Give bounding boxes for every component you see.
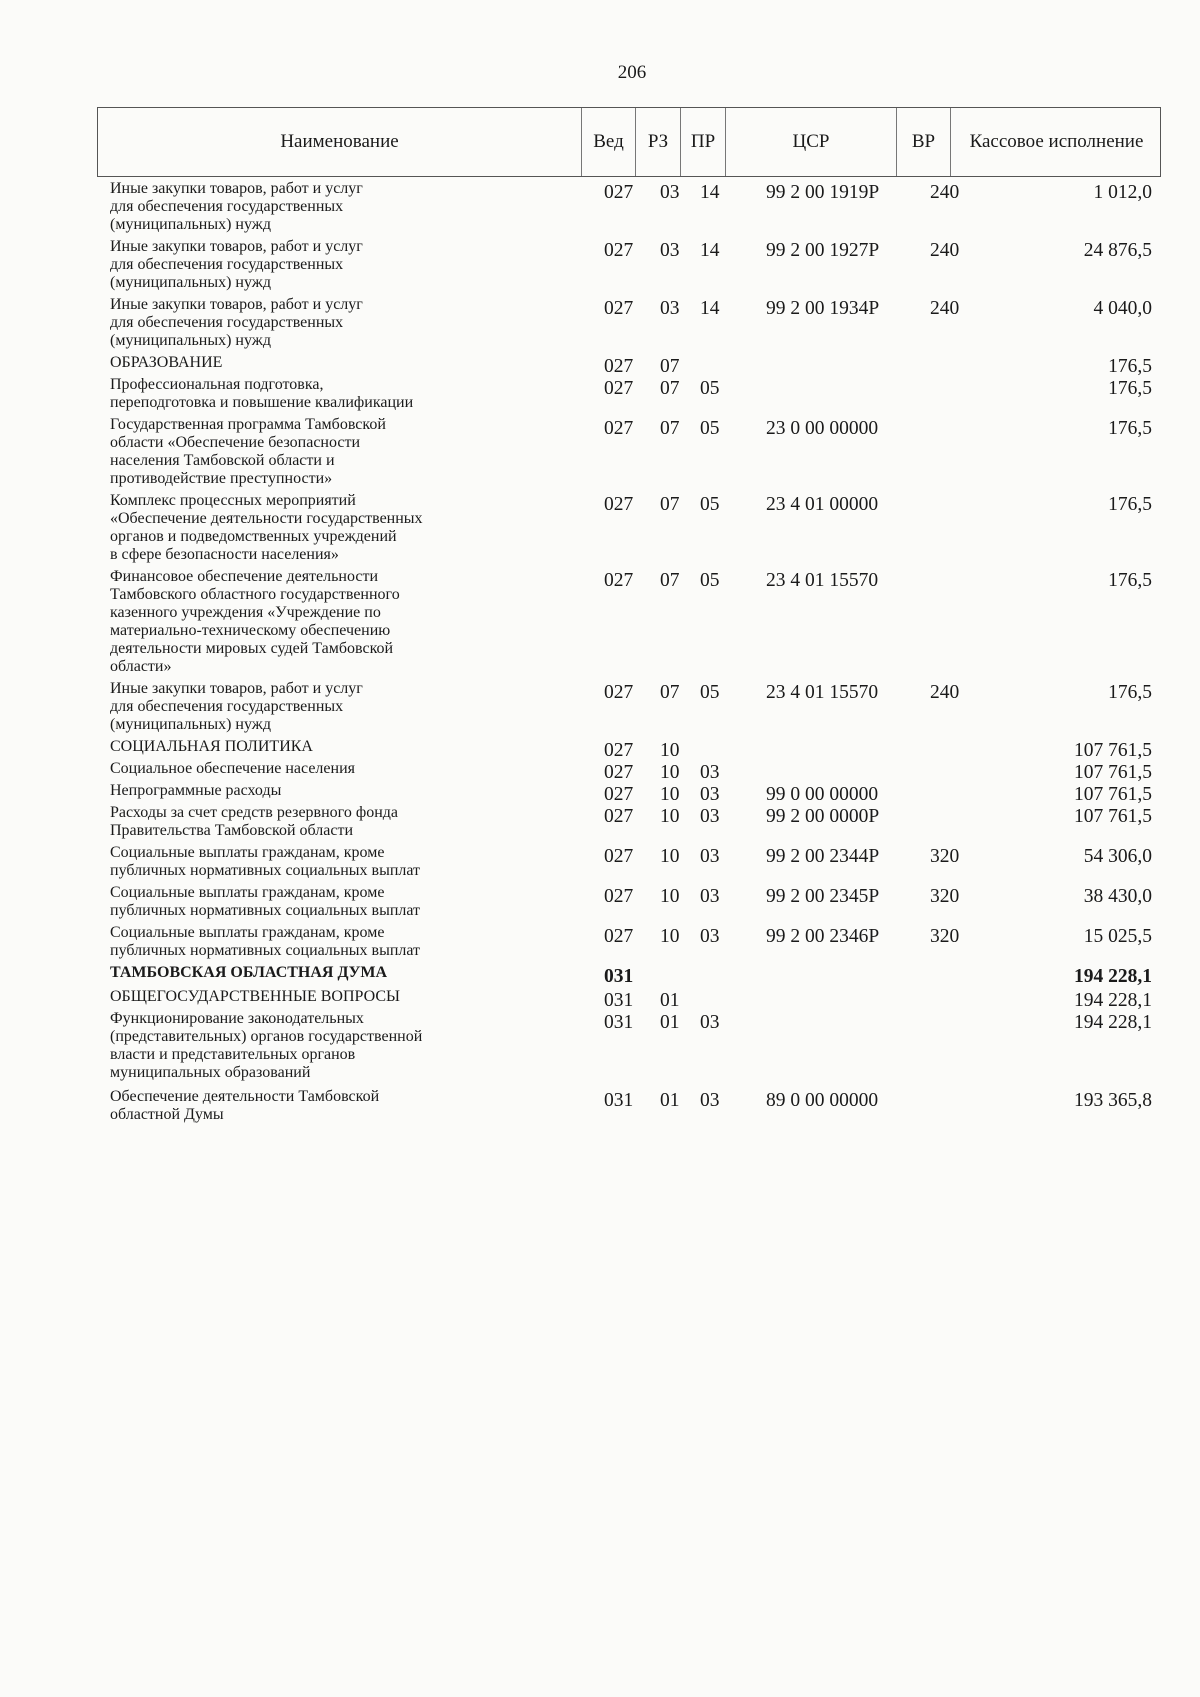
cell-sum: 194 228,1 [1074, 966, 1152, 987]
cell-rz: 10 [660, 846, 680, 867]
cell-sum: 176,5 [1108, 378, 1152, 399]
table-row [0, 354, 1200, 377]
table-row [0, 760, 1200, 783]
cell-csr: 99 2 00 1927Р [766, 240, 880, 261]
cell-ved: 027 [604, 806, 634, 827]
cell-name: ТАМБОВСКАЯ ОБЛАСТНАЯ ДУМА [110, 964, 388, 981]
table-row [0, 782, 1200, 805]
cell-name: Иные закупки товаров, работ и услуг для обеспечения государственных (муниципальных) нужд [110, 180, 363, 233]
cell-pr: 05 [700, 418, 720, 439]
header-vr: ВР [897, 108, 951, 176]
cell-pr: 14 [700, 298, 720, 319]
cell-name: Финансовое обеспечение деятельности Тамбовского областного государственного казенного учреждения «Учреждение по материально-техническому обеспечению деятельности мировых судей Тамбовской области» [110, 568, 400, 675]
cell-pr: 05 [700, 570, 720, 591]
header-ved: Вед [582, 108, 636, 176]
cell-ved: 031 [604, 990, 634, 1011]
cell-ved: 027 [604, 378, 634, 399]
table-row [0, 964, 1200, 987]
cell-pr: 03 [700, 846, 720, 867]
table-row [0, 1088, 1200, 1124]
table-row [0, 296, 1200, 350]
cell-vr: 240 [930, 682, 960, 703]
cell-name: СОЦИАЛЬНАЯ ПОЛИТИКА [110, 738, 313, 755]
table-body [0, 180, 1200, 1128]
cell-sum: 176,5 [1108, 356, 1152, 377]
table-row [0, 680, 1200, 734]
cell-pr: 03 [700, 886, 720, 907]
cell-ved: 031 [604, 966, 634, 987]
table-row [0, 738, 1200, 761]
cell-pr: 03 [700, 784, 720, 805]
cell-name: Функционирование законодательных (представительных) органов государственной власти и представительных органов муниципальных образований [110, 1010, 423, 1081]
cell-sum: 176,5 [1108, 418, 1152, 439]
cell-sum: 15 025,5 [1083, 926, 1152, 947]
cell-vr: 320 [930, 926, 960, 947]
cell-ved: 027 [604, 740, 634, 761]
cell-pr: 03 [700, 806, 720, 827]
cell-sum: 107 761,5 [1074, 740, 1152, 761]
cell-csr: 99 2 00 2344Р [766, 846, 880, 867]
cell-csr: 99 0 00 00000 [766, 784, 879, 805]
cell-name: Расходы за счет средств резервного фонда Правительства Тамбовской области [110, 804, 399, 839]
table-row [0, 238, 1200, 292]
cell-rz: 01 [660, 990, 680, 1011]
cell-name: Иные закупки товаров, работ и услуг для обеспечения государственных (муниципальных) нужд [110, 680, 363, 733]
cell-csr: 23 0 00 00000 [766, 418, 879, 439]
cell-name: Социальные выплаты гражданам, кроме публичных нормативных социальных выплат [110, 844, 421, 879]
cell-csr: 23 4 01 15570 [766, 682, 879, 703]
cell-rz: 01 [660, 1012, 680, 1033]
cell-ved: 027 [604, 682, 634, 703]
cell-sum: 1 012,0 [1093, 182, 1152, 203]
cell-sum: 193 365,8 [1074, 1090, 1152, 1111]
table-row [0, 492, 1200, 564]
cell-csr: 23 4 01 15570 [766, 570, 879, 591]
cell-sum: 176,5 [1108, 682, 1152, 703]
header-name: Наименование [98, 108, 582, 176]
cell-ved: 031 [604, 1090, 634, 1111]
cell-sum: 194 228,1 [1074, 990, 1152, 1011]
cell-csr: 89 0 00 00000 [766, 1090, 879, 1111]
table-row [0, 844, 1200, 880]
cell-rz: 10 [660, 740, 680, 761]
cell-name: ОБРАЗОВАНИЕ [110, 354, 223, 371]
cell-pr: 05 [700, 682, 720, 703]
cell-pr: 14 [700, 240, 720, 261]
cell-ved: 027 [604, 784, 634, 805]
page-number: 206 [617, 62, 647, 83]
cell-sum: 24 876,5 [1083, 240, 1152, 261]
cell-rz: 03 [660, 298, 680, 319]
table-row [0, 416, 1200, 488]
cell-name: Социальные выплаты гражданам, кроме публичных нормативных социальных выплат [110, 924, 421, 959]
header-pr: ПР [681, 108, 726, 176]
cell-name: Обеспечение деятельности Тамбовской областной Думы [110, 1088, 380, 1123]
cell-rz: 03 [660, 240, 680, 261]
cell-ved: 027 [604, 182, 634, 203]
cell-name: Профессиональная подготовка, переподготовка и повышение квалификации [110, 376, 414, 411]
cell-name: Социальное обеспечение населения [110, 760, 355, 777]
cell-name: Иные закупки товаров, работ и услуг для обеспечения государственных (муниципальных) нужд [110, 296, 363, 349]
cell-rz: 10 [660, 784, 680, 805]
cell-sum: 107 761,5 [1074, 806, 1152, 827]
cell-name: Иные закупки товаров, работ и услуг для обеспечения государственных (муниципальных) нужд [110, 238, 363, 291]
cell-sum: 4 040,0 [1093, 298, 1152, 319]
cell-ved: 027 [604, 762, 634, 783]
cell-ved: 027 [604, 926, 634, 947]
cell-csr: 99 2 00 1919Р [766, 182, 880, 203]
cell-sum: 54 306,0 [1083, 846, 1152, 867]
cell-ved: 027 [604, 298, 634, 319]
cell-csr: 23 4 01 00000 [766, 494, 879, 515]
cell-sum: 38 430,0 [1083, 886, 1152, 907]
cell-sum: 176,5 [1108, 570, 1152, 591]
cell-pr: 05 [700, 494, 720, 515]
cell-vr: 320 [930, 846, 960, 867]
cell-rz: 10 [660, 762, 680, 783]
cell-csr: 99 2 00 2345Р [766, 886, 880, 907]
cell-rz: 10 [660, 886, 680, 907]
cell-name: Комплекс процессных мероприятий «Обеспечение деятельности государственных органов и подведомственных учреждений в сфере безопасности населения» [110, 492, 423, 563]
table-row [0, 376, 1200, 412]
table-row [0, 180, 1200, 234]
cell-pr: 03 [700, 1012, 720, 1033]
cell-vr: 240 [930, 240, 960, 261]
cell-ved: 027 [604, 570, 634, 591]
cell-rz: 07 [660, 356, 680, 377]
cell-ved: 027 [604, 356, 634, 377]
cell-ved: 027 [604, 494, 634, 515]
cell-ved: 027 [604, 846, 634, 867]
cell-rz: 07 [660, 682, 680, 703]
cell-vr: 240 [930, 182, 960, 203]
cell-ved: 027 [604, 240, 634, 261]
table-row [0, 804, 1200, 840]
cell-sum: 107 761,5 [1074, 762, 1152, 783]
cell-pr: 03 [700, 1090, 720, 1111]
cell-sum: 176,5 [1108, 494, 1152, 515]
cell-rz: 03 [660, 182, 680, 203]
cell-rz: 10 [660, 806, 680, 827]
cell-name: ОБЩЕГОСУДАРСТВЕННЫЕ ВОПРОСЫ [110, 988, 400, 1005]
cell-rz: 07 [660, 418, 680, 439]
cell-vr: 320 [930, 886, 960, 907]
cell-name: Социальные выплаты гражданам, кроме публичных нормативных социальных выплат [110, 884, 421, 919]
header-rz: РЗ [636, 108, 681, 176]
cell-csr: 99 2 00 1934Р [766, 298, 880, 319]
cell-rz: 07 [660, 570, 680, 591]
cell-ved: 031 [604, 1012, 634, 1033]
cell-csr: 99 2 00 0000Р [766, 806, 880, 827]
cell-pr: 03 [700, 926, 720, 947]
cell-rz: 07 [660, 378, 680, 399]
cell-rz: 01 [660, 1090, 680, 1111]
table-row [0, 568, 1200, 676]
table-row [0, 1010, 1200, 1082]
header-csr: ЦСР [726, 108, 897, 176]
cell-rz: 07 [660, 494, 680, 515]
cell-name: Государственная программа Тамбовской области «Обеспечение безопасности населения Тамбовской области и противодействие преступности» [110, 416, 386, 487]
cell-sum: 107 761,5 [1074, 784, 1152, 805]
table-row [0, 924, 1200, 960]
cell-pr: 14 [700, 182, 720, 203]
cell-vr: 240 [930, 298, 960, 319]
header-sum: Кассовое исполнение [969, 131, 1144, 152]
cell-ved: 027 [604, 418, 634, 439]
table-row [0, 988, 1200, 1011]
cell-rz: 10 [660, 926, 680, 947]
table-header [97, 107, 1161, 177]
table-row [0, 884, 1200, 920]
cell-csr: 99 2 00 2346Р [766, 926, 880, 947]
cell-sum: 194 228,1 [1074, 1012, 1152, 1033]
cell-ved: 027 [604, 886, 634, 907]
cell-name: Непрограммные расходы [110, 782, 282, 799]
cell-pr: 03 [700, 762, 720, 783]
cell-pr: 05 [700, 378, 720, 399]
